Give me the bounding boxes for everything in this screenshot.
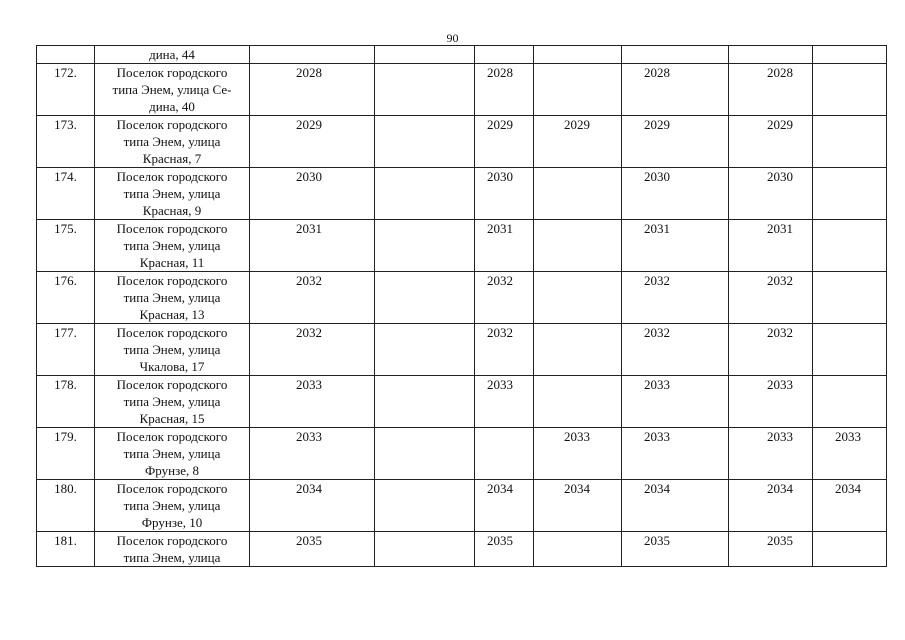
address-line: Поселок городского: [116, 481, 228, 496]
row-number: 181.: [37, 532, 95, 567]
year-cell: 2031: [475, 220, 534, 272]
year-cell: 2032: [622, 324, 729, 376]
year-cell: [534, 324, 622, 376]
year-cell: [375, 220, 475, 272]
year-cell: 2034: [475, 480, 534, 532]
year-cell: [375, 272, 475, 324]
year-cell: 2033: [622, 428, 729, 480]
table-row: [37, 532, 887, 567]
year-cell: 2034: [729, 480, 813, 532]
address-line: Красная, 7: [142, 151, 202, 166]
year-cell: 2035: [622, 532, 729, 567]
year-cell: [250, 46, 375, 64]
year-cell: 2032: [729, 324, 813, 376]
year-cell: [813, 116, 887, 168]
address-line: Чкалова, 17: [139, 359, 205, 374]
year-cell: [375, 480, 475, 532]
year-cell: [622, 46, 729, 64]
year-cell: [375, 64, 475, 116]
table-row: [37, 376, 887, 428]
year-cell: [475, 46, 534, 64]
address-line: типа Энем, улица: [123, 394, 221, 409]
address-line: типа Энем, улица Се-: [112, 82, 232, 97]
year-cell: 2032: [250, 272, 375, 324]
year-cell: 2032: [729, 272, 813, 324]
year-cell: 2028: [250, 64, 375, 116]
address-line: типа Энем, улица: [123, 550, 221, 565]
year-cell: 2033: [729, 428, 813, 480]
year-cell: [534, 64, 622, 116]
year-cell: 2029: [475, 116, 534, 168]
year-cell: 2030: [475, 168, 534, 220]
year-cell: 2033: [475, 376, 534, 428]
year-cell: [534, 272, 622, 324]
table-row: [37, 428, 887, 480]
address-line: Фрунзе, 10: [141, 515, 203, 530]
year-cell: [813, 376, 887, 428]
address-line: типа Энем, улица: [123, 134, 221, 149]
year-cell: 2033: [250, 428, 375, 480]
table-row: [37, 168, 887, 220]
address-cell: [95, 46, 250, 64]
year-cell: 2031: [622, 220, 729, 272]
year-cell: 2033: [729, 376, 813, 428]
year-cell: [813, 532, 887, 567]
year-cell: [534, 168, 622, 220]
year-cell: [813, 272, 887, 324]
address-line: типа Энем, улица: [123, 498, 221, 513]
year-cell: 2032: [250, 324, 375, 376]
table-row: [37, 324, 887, 376]
address-line: Поселок городского: [116, 169, 228, 184]
address-line: типа Энем, улица: [123, 446, 221, 461]
year-cell: [813, 220, 887, 272]
year-cell: [813, 168, 887, 220]
address-line: Поселок городского: [116, 377, 228, 392]
row-number: 173.: [37, 116, 95, 168]
year-cell: [813, 64, 887, 116]
address-line: Красная, 15: [139, 411, 205, 426]
year-cell: 2030: [729, 168, 813, 220]
address-line: Красная, 9: [142, 203, 202, 218]
address-line: Поселок городского: [116, 273, 228, 288]
year-cell: [375, 116, 475, 168]
row-number: 177.: [37, 324, 95, 376]
address-cell: [95, 480, 250, 532]
year-cell: 2033: [534, 428, 622, 480]
address-line: Красная, 13: [139, 307, 205, 322]
year-cell: 2029: [250, 116, 375, 168]
year-cell: [813, 324, 887, 376]
year-cell: [475, 428, 534, 480]
row-number: 180.: [37, 480, 95, 532]
address-cell: [95, 116, 250, 168]
year-cell: 2029: [534, 116, 622, 168]
year-cell: [729, 46, 813, 64]
address-cell: [95, 376, 250, 428]
address-line: Поселок городского: [116, 325, 228, 340]
address-cell: [95, 324, 250, 376]
address-cell: [95, 272, 250, 324]
table-row: [37, 272, 887, 324]
schedule-table: [36, 45, 887, 567]
year-cell: [375, 376, 475, 428]
year-cell: [534, 46, 622, 64]
address-cell: [95, 428, 250, 480]
year-cell: [375, 324, 475, 376]
address-line: типа Энем, улица: [123, 290, 221, 305]
year-cell: 2035: [729, 532, 813, 567]
year-cell: 2031: [729, 220, 813, 272]
row-number: 174.: [37, 168, 95, 220]
address-line: Красная, 11: [139, 255, 205, 270]
year-cell: 2030: [250, 168, 375, 220]
address-cell: [95, 168, 250, 220]
address-cell: [95, 532, 250, 567]
table-row: [37, 46, 887, 64]
year-cell: [813, 46, 887, 64]
address-line: Поселок городского: [116, 65, 228, 80]
year-cell: 2032: [475, 324, 534, 376]
table-row: [37, 64, 887, 116]
table-body: [37, 46, 887, 567]
address-line: Поселок городского: [116, 429, 228, 444]
row-number: 176.: [37, 272, 95, 324]
year-cell: [375, 428, 475, 480]
year-cell: 2029: [622, 116, 729, 168]
year-cell: 2033: [622, 376, 729, 428]
address-line: Поселок городского: [116, 221, 228, 236]
year-cell: 2032: [622, 272, 729, 324]
year-cell: 2035: [250, 532, 375, 567]
row-number: 175.: [37, 220, 95, 272]
row-number: 178.: [37, 376, 95, 428]
year-cell: 2034: [813, 480, 887, 532]
year-cell: 2032: [475, 272, 534, 324]
address-line: Фрунзе, 8: [145, 463, 199, 478]
year-cell: 2028: [622, 64, 729, 116]
year-cell: [375, 168, 475, 220]
year-cell: [534, 532, 622, 567]
address-line: дина, 44: [149, 47, 195, 62]
table-row: [37, 480, 887, 532]
row-number: 179.: [37, 428, 95, 480]
year-cell: 2030: [622, 168, 729, 220]
row-number: [37, 46, 95, 64]
year-cell: 2029: [729, 116, 813, 168]
table-row: [37, 116, 887, 168]
address-line: типа Энем, улица: [123, 342, 221, 357]
year-cell: 2031: [250, 220, 375, 272]
row-number: 172.: [37, 64, 95, 116]
address-line: Поселок городского: [116, 533, 228, 548]
year-cell: [375, 46, 475, 64]
table-row: [37, 220, 887, 272]
address-cell: [95, 64, 250, 116]
year-cell: [375, 532, 475, 567]
year-cell: [534, 220, 622, 272]
year-cell: 2028: [729, 64, 813, 116]
year-cell: 2028: [475, 64, 534, 116]
address-cell: [95, 220, 250, 272]
page-number: 90: [446, 31, 459, 45]
address-line: Поселок городского: [116, 117, 228, 132]
address-line: дина, 40: [149, 99, 195, 114]
year-cell: 2033: [813, 428, 887, 480]
year-cell: [534, 376, 622, 428]
year-cell: 2034: [534, 480, 622, 532]
year-cell: 2034: [622, 480, 729, 532]
year-cell: 2033: [250, 376, 375, 428]
year-cell: 2035: [475, 532, 534, 567]
address-line: типа Энем, улица: [123, 186, 221, 201]
address-line: типа Энем, улица: [123, 238, 221, 253]
year-cell: 2034: [250, 480, 375, 532]
